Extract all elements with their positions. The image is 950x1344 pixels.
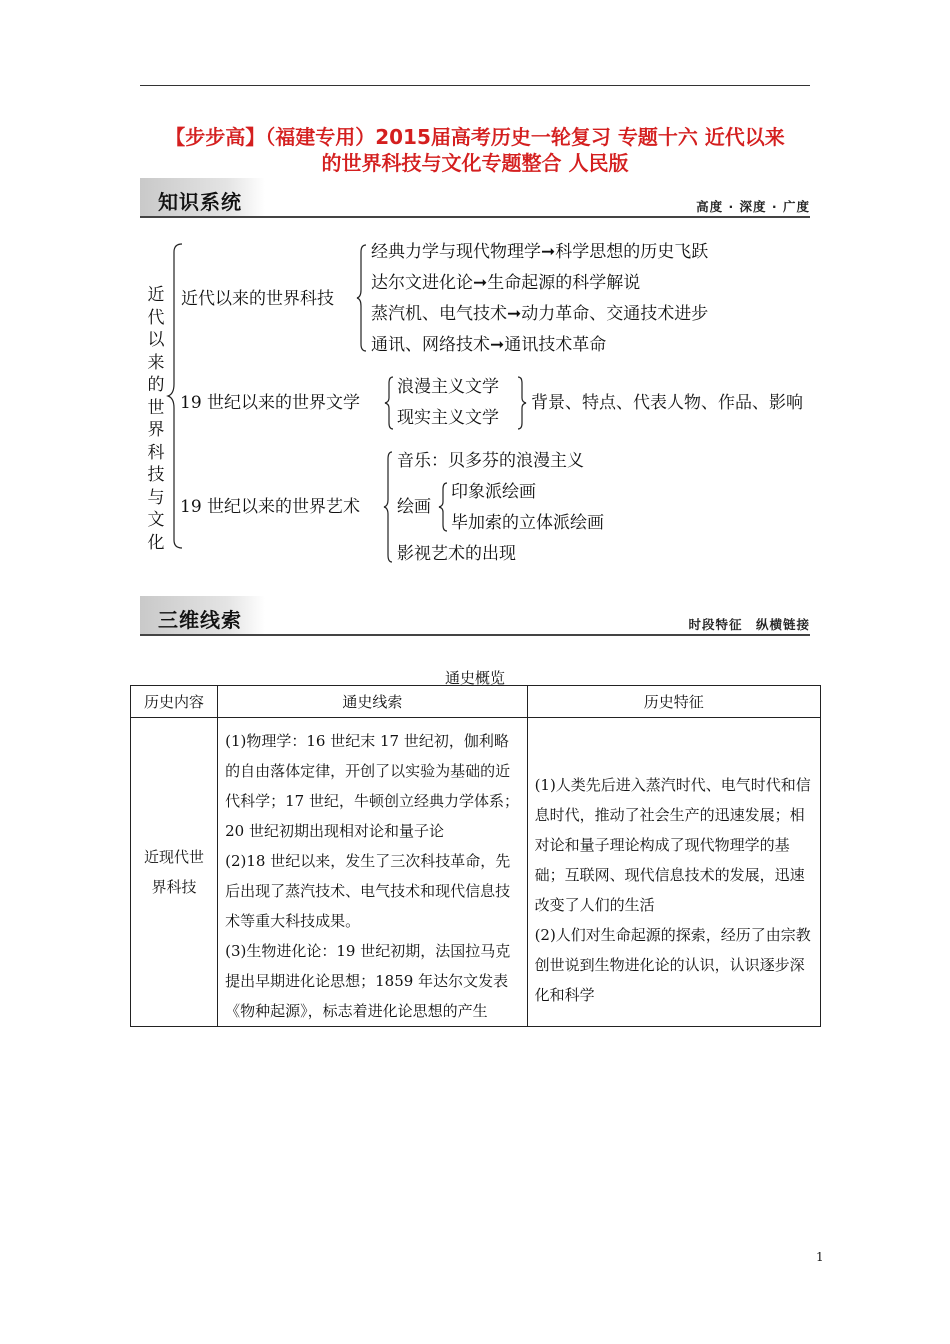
table-row: [131, 718, 821, 1027]
painting-item-1: 印象派绘画: [451, 482, 536, 502]
mindmap-braces: [0, 0, 950, 600]
clue-paragraph-3: (3)生物进化论：19 世纪初期，法国拉马克提出早期进化论思想；1859 年达尔文发表《物种起源》，标志着进化论思想的产生: [225, 942, 511, 1020]
art-music: 音乐：贝多芬的浪漫主义: [397, 451, 584, 471]
cell-content: 近现代世界科技: [131, 718, 218, 1027]
table-caption: 通史概览: [444, 669, 505, 687]
literature-item-1: 浪漫主义文学: [397, 377, 499, 397]
branch-literature-label: 19 世纪以来的世界文学: [180, 393, 361, 413]
science-item-2: 达尔文进化论➞生命起源的科学解说: [371, 273, 641, 293]
feature-paragraph-2: (2)人们对生命起源的探索，经历了由宗教创世说到生物进化论的认识，认识逐步深化和科学: [534, 926, 811, 1004]
science-item-3: 蒸汽机、电气技术➞动力革命、交通技术进步: [371, 304, 709, 324]
title-line-1: 【步步高】（福建专用）2015届高考历史一轮复习 专题十六 近代以来: [165, 125, 785, 149]
science-item-1: 经典力学与现代物理学➞科学思想的历史飞跃: [371, 242, 709, 262]
section-title: 三维线索: [158, 608, 242, 632]
literature-brace: [385, 377, 393, 429]
clue-paragraph-1: (1)物理学：16 世纪末 17 世纪初，伽利略的自由落体定律，开创了以实验为基础的近代科学；17 世纪，牛顿创立经典力学体系；20 世纪初期出现相对论和量子论: [225, 732, 519, 840]
table-header-row: [131, 686, 821, 718]
literature-result: 背景、特点、代表人物、作品、影响: [531, 393, 803, 413]
header-features: 历史特征: [527, 686, 820, 718]
feature-paragraph-1: (1)人类先后进入蒸汽时代、电气时代和信息时代，推动了社会生产的迅速发展；相对论和量子理论构成了现代物理学的基础；互联网、现代信息技术的发展，迅速改变了人们的生活: [534, 776, 811, 914]
title-line-2: 的世界科技与文化专题整合 人民版: [321, 151, 629, 175]
section-header-clues: [140, 596, 810, 636]
cell-clues: [218, 718, 527, 1027]
page-number: 1: [816, 1250, 824, 1264]
overview-table: [130, 685, 821, 1027]
section-title: 知识系统: [158, 190, 242, 214]
literature-result-brace: [518, 377, 526, 429]
branch-science-label: 近代以来的世界科技: [181, 289, 334, 309]
clue-paragraph-2: (2)18 世纪以来，发生了三次科技革命，先后出现了蒸汽技术、电气技术和现代信息技术等重大科技成果。: [225, 852, 511, 930]
science-item-4: 通讯、网络技术➞通讯技术革命: [371, 335, 607, 355]
art-brace: [384, 452, 392, 562]
section-rule: [140, 634, 810, 636]
art-film: 影视艺术的出现: [397, 544, 516, 564]
header-content: 历史内容: [131, 686, 218, 718]
painting-item-2: 毕加索的立体派绘画: [451, 513, 604, 533]
mindmap-root: 近代以来的世界科技与文化: [147, 285, 165, 553]
science-brace: [357, 245, 366, 351]
literature-item-2: 现实主义文学: [397, 408, 499, 428]
header-clues: 通史线索: [218, 686, 527, 718]
branch-art-label: 19 世纪以来的世界艺术: [180, 497, 361, 517]
painting-brace: [439, 483, 447, 531]
section-subtitle: 时段特征 纵横链接: [688, 617, 810, 632]
art-painting: 绘画: [397, 497, 431, 517]
section-subtitle: 高度 · 深度 · 广度: [696, 199, 810, 214]
cell-features: [527, 718, 820, 1027]
